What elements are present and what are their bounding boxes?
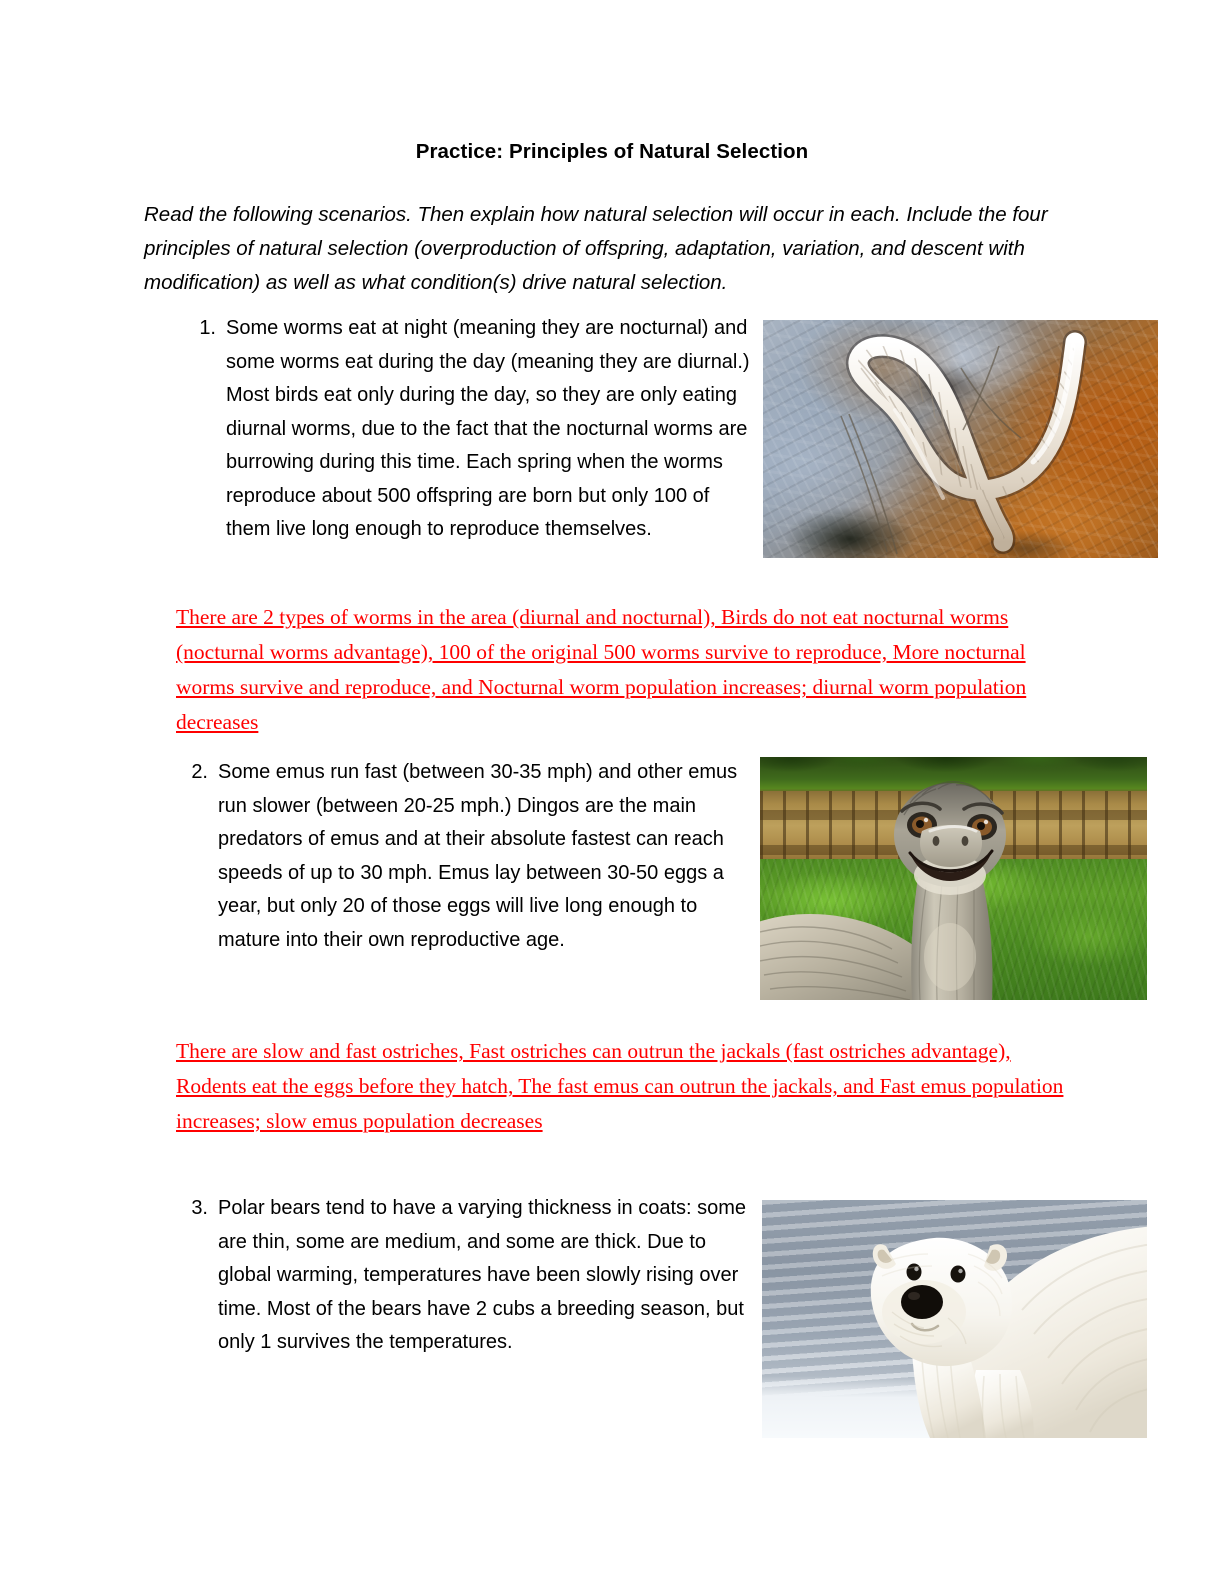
- scenario-number-1: 1.: [199, 317, 216, 339]
- polar-bear-subject: [762, 1200, 1147, 1438]
- page-title: Practice: Principles of Natural Selection: [415, 140, 809, 163]
- scenario-item-3: [170, 1192, 762, 1360]
- worm-subject: [763, 320, 1158, 558]
- scenario-number-2: 2.: [191, 761, 208, 783]
- scenario-text-1: Some worms eat at night (meaning they are nocturnal) and some worms eat during the day (meaning they are diurnal.) Most birds eat only during the day, so they are only eating diurnal worms, due to the fact that the nocturnal worms are burrowing during this time. Each spring when the worms reproduce about 500 offspring are born but only 100 of them live long enough to reproduce themselves.: [226, 317, 750, 540]
- scenario-text-2: Some emus run fast (between 30-35 mph) and other emus run slower (between 20-25 mph.) Dingos are the main predators of emus and at their absolute fastest can reach speeds of up to 30 mph. Emus lay between 30-50 eggs a year, but only 20 of those eggs will live long enough to mature into their own reproductive age.: [218, 761, 738, 951]
- polar-bear-photo: [762, 1200, 1147, 1438]
- answer-text-2: There are slow and fast ostriches, Fast ostriches can outrun the jackals (fast ostriches advantage), Rodents eat the eggs before they hatch, The fast emus can outrun the jackals, and Fast emus population increases; slow emus population decreases: [176, 1039, 1064, 1133]
- scenario-number-3: 3.: [191, 1197, 208, 1219]
- scenario-text-3: Polar bears tend to have a varying thickness in coats: some are thin, some are medium, and some are thick. Due to global warming, temperatures have been slowly rising over time. Most of the bears have 2 cubs a breeding season, but only 1 survives the temperatures.: [218, 1197, 747, 1353]
- answer-text-1: There are 2 types of worms in the area (diurnal and nocturnal), Birds do not eat nocturnal worms (nocturnal worms advantage), 100 of the original 500 worms survive to reproduce, More nocturnal worms survive and reproduce, and Nocturnal worm population increases; diurnal worm population decreases: [176, 605, 1027, 734]
- scenario-item-1: [178, 312, 758, 547]
- earthworm-photo: [763, 320, 1158, 558]
- scenario-item-2: [170, 756, 762, 957]
- instructions-paragraph: Read the following scenarios. Then explain how natural selection will occur in each. Include the four principles of natural selection (overproduction of offspring, adaptation, variation, and descent with modification) as well as what condition(s) drive natural selection.: [144, 203, 1048, 294]
- emu-photo: [760, 757, 1147, 1000]
- emu-subject: [760, 757, 1147, 1000]
